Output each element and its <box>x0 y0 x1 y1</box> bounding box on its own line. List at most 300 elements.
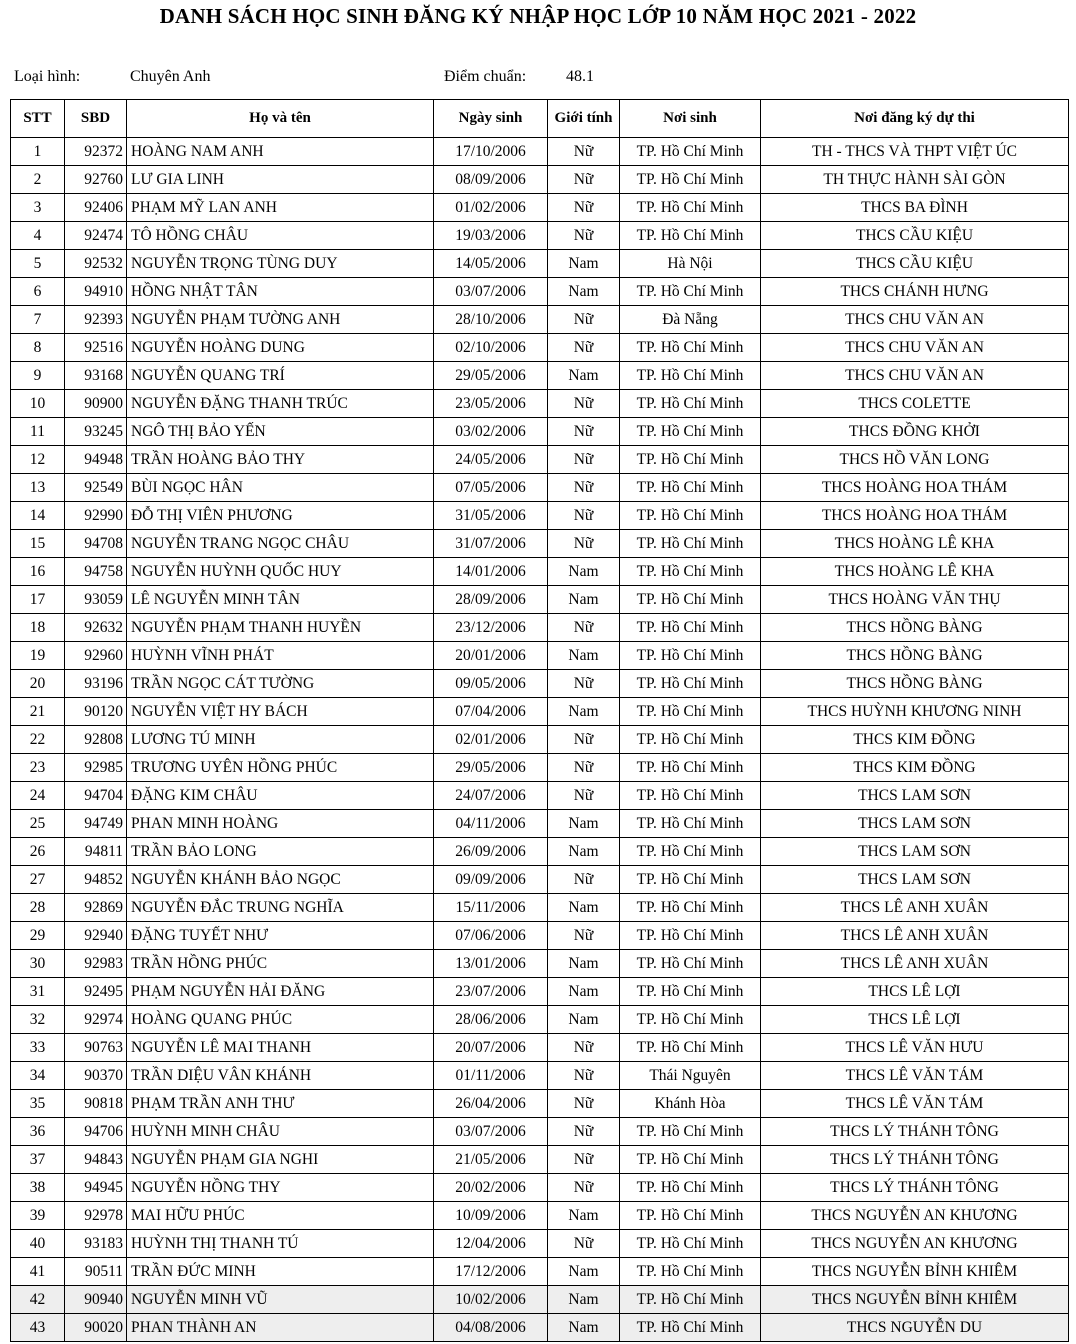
col-name-header: Họ và tên <box>127 100 434 138</box>
name-cell: TRẦN ĐỨC MINH <box>127 1258 434 1286</box>
dob-cell: 04/08/2006 <box>434 1314 548 1342</box>
stt-cell: 24 <box>11 782 65 810</box>
name-cell: NGUYỄN PHẠM THANH HUYỀN <box>127 614 434 642</box>
col-birthplace-header: Nơi sinh <box>620 100 761 138</box>
stt-cell: 21 <box>11 698 65 726</box>
exam-school-cell: THCS CẦU KIỆU <box>761 222 1069 250</box>
col-gender-header: Giới tính <box>548 100 620 138</box>
stt-cell: 22 <box>11 726 65 754</box>
table-row <box>11 894 1069 922</box>
stt-cell: 34 <box>11 1062 65 1090</box>
name-cell: NGUYỄN TRANG NGỌC CHÂU <box>127 530 434 558</box>
exam-school-cell: THCS LAM SƠN <box>761 782 1069 810</box>
birthplace-cell: TP. Hồ Chí Minh <box>620 586 761 614</box>
page-title: DANH SÁCH HỌC SINH ĐĂNG KÝ NHẬP HỌC LỚP 10 NĂM HỌC 2021 - 2022 <box>159 4 917 28</box>
type-label: Loại hình: <box>14 68 81 85</box>
gender-cell: Nam <box>548 978 620 1006</box>
sbd-cell: 93168 <box>65 362 127 390</box>
sbd-cell: 92549 <box>65 474 127 502</box>
dob-cell: 08/09/2006 <box>434 166 548 194</box>
stt-cell: 4 <box>11 222 65 250</box>
gender-cell: Nữ <box>548 866 620 894</box>
stt-cell: 18 <box>11 614 65 642</box>
dob-cell: 20/01/2006 <box>434 642 548 670</box>
dob-cell: 31/05/2006 <box>434 502 548 530</box>
stt-cell: 14 <box>11 502 65 530</box>
sbd-cell: 94706 <box>65 1118 127 1146</box>
stt-cell: 7 <box>11 306 65 334</box>
sbd-cell: 94749 <box>65 810 127 838</box>
name-cell: TRẦN DIỆU VÂN KHÁNH <box>127 1062 434 1090</box>
birthplace-cell: TP. Hồ Chí Minh <box>620 1118 761 1146</box>
birthplace-cell: Thái Nguyên <box>620 1062 761 1090</box>
table-row <box>11 1090 1069 1118</box>
birthplace-cell: Đà Nẵng <box>620 306 761 334</box>
gender-cell: Nữ <box>548 670 620 698</box>
birthplace-cell: TP. Hồ Chí Minh <box>620 1006 761 1034</box>
exam-school-cell: THCS ĐỒNG KHỞI <box>761 418 1069 446</box>
stt-cell: 33 <box>11 1034 65 1062</box>
stt-cell: 41 <box>11 1258 65 1286</box>
name-cell: PHAN MINH HOÀNG <box>127 810 434 838</box>
exam-school-cell: THCS LÊ ANH XUÂN <box>761 922 1069 950</box>
birthplace-cell: TP. Hồ Chí Minh <box>620 278 761 306</box>
gender-cell: Nam <box>548 1006 620 1034</box>
table-row <box>11 978 1069 1006</box>
birthplace-cell: TP. Hồ Chí Minh <box>620 670 761 698</box>
gender-cell: Nữ <box>548 334 620 362</box>
table-row <box>11 446 1069 474</box>
exam-school-cell: THCS LÊ LỢI <box>761 1006 1069 1034</box>
birthplace-cell: TP. Hồ Chí Minh <box>620 446 761 474</box>
name-cell: NGUYỄN ĐẮC TRUNG NGHĨA <box>127 894 434 922</box>
table-row <box>11 1286 1069 1314</box>
name-cell: NGUYỄN ĐẶNG THANH TRÚC <box>127 390 434 418</box>
score-label: Điểm chuẩn: <box>444 68 527 85</box>
table-row <box>11 1118 1069 1146</box>
gender-cell: Nam <box>548 1286 620 1314</box>
table-row <box>11 726 1069 754</box>
sbd-cell: 90511 <box>65 1258 127 1286</box>
gender-cell: Nữ <box>548 390 620 418</box>
exam-school-cell: THCS HOÀNG VĂN THỤ <box>761 586 1069 614</box>
table-row <box>11 474 1069 502</box>
name-cell: NGUYỄN HOÀNG DUNG <box>127 334 434 362</box>
stt-cell: 43 <box>11 1314 65 1342</box>
dob-cell: 14/01/2006 <box>434 558 548 586</box>
sbd-cell: 92532 <box>65 250 127 278</box>
score-value: 48.1 <box>566 68 594 85</box>
dob-cell: 01/02/2006 <box>434 194 548 222</box>
stt-cell: 5 <box>11 250 65 278</box>
name-cell: MAI HỮU PHÚC <box>127 1202 434 1230</box>
gender-cell: Nam <box>548 894 620 922</box>
name-cell: HUỲNH MINH CHÂU <box>127 1118 434 1146</box>
gender-cell: Nam <box>548 362 620 390</box>
birthplace-cell: TP. Hồ Chí Minh <box>620 642 761 670</box>
birthplace-cell: TP. Hồ Chí Minh <box>620 614 761 642</box>
exam-school-cell: THCS LÊ LỢI <box>761 978 1069 1006</box>
table-row <box>11 1034 1069 1062</box>
name-cell: HOÀNG NAM ANH <box>127 138 434 166</box>
gender-cell: Nam <box>548 1258 620 1286</box>
gender-cell: Nam <box>548 1314 620 1342</box>
birthplace-cell: Khánh Hòa <box>620 1090 761 1118</box>
dob-cell: 31/07/2006 <box>434 530 548 558</box>
table-row <box>11 502 1069 530</box>
table-row <box>11 1006 1069 1034</box>
stt-cell: 10 <box>11 390 65 418</box>
table-row <box>11 558 1069 586</box>
gender-cell: Nữ <box>548 194 620 222</box>
table-row <box>11 1146 1069 1174</box>
name-cell: ĐẶNG KIM CHÂU <box>127 782 434 810</box>
sbd-cell: 94708 <box>65 530 127 558</box>
gender-cell: Nữ <box>548 166 620 194</box>
table-row <box>11 306 1069 334</box>
gender-cell: Nam <box>548 558 620 586</box>
birthplace-cell: Hà Nội <box>620 250 761 278</box>
birthplace-cell: TP. Hồ Chí Minh <box>620 362 761 390</box>
gender-cell: Nữ <box>548 1174 620 1202</box>
sbd-cell: 92940 <box>65 922 127 950</box>
birthplace-cell: TP. Hồ Chí Minh <box>620 810 761 838</box>
gender-cell: Nữ <box>548 306 620 334</box>
sbd-cell: 94704 <box>65 782 127 810</box>
table-row <box>11 754 1069 782</box>
dob-cell: 14/05/2006 <box>434 250 548 278</box>
table-row <box>11 1202 1069 1230</box>
birthplace-cell: TP. Hồ Chí Minh <box>620 1286 761 1314</box>
dob-cell: 24/07/2006 <box>434 782 548 810</box>
sbd-cell: 92474 <box>65 222 127 250</box>
sbd-cell: 92632 <box>65 614 127 642</box>
name-cell: BÙI NGỌC HÂN <box>127 474 434 502</box>
name-cell: HUỲNH VĨNH PHÁT <box>127 642 434 670</box>
exam-school-cell: THCS COLETTE <box>761 390 1069 418</box>
gender-cell: Nữ <box>548 502 620 530</box>
stt-cell: 40 <box>11 1230 65 1258</box>
birthplace-cell: TP. Hồ Chí Minh <box>620 390 761 418</box>
sbd-cell: 92990 <box>65 502 127 530</box>
stt-cell: 37 <box>11 1146 65 1174</box>
gender-cell: Nữ <box>548 474 620 502</box>
gender-cell: Nam <box>548 810 620 838</box>
sbd-cell: 93196 <box>65 670 127 698</box>
exam-school-cell: THCS HỒ VĂN LONG <box>761 446 1069 474</box>
gender-cell: Nữ <box>548 1062 620 1090</box>
birthplace-cell: TP. Hồ Chí Minh <box>620 138 761 166</box>
name-cell: NGÔ THỊ BẢO YẾN <box>127 418 434 446</box>
dob-cell: 23/12/2006 <box>434 614 548 642</box>
dob-cell: 02/01/2006 <box>434 726 548 754</box>
table-row <box>11 614 1069 642</box>
dob-cell: 29/05/2006 <box>434 754 548 782</box>
exam-school-cell: THCS KIM ĐỒNG <box>761 726 1069 754</box>
table-row <box>11 222 1069 250</box>
sbd-cell: 92760 <box>65 166 127 194</box>
dob-cell: 26/09/2006 <box>434 838 548 866</box>
gender-cell: Nữ <box>548 418 620 446</box>
sbd-cell: 94945 <box>65 1174 127 1202</box>
name-cell: HỒNG NHẬT TÂN <box>127 278 434 306</box>
birthplace-cell: TP. Hồ Chí Minh <box>620 502 761 530</box>
birthplace-cell: TP. Hồ Chí Minh <box>620 1146 761 1174</box>
gender-cell: Nữ <box>548 922 620 950</box>
name-cell: NGUYỄN QUANG TRÍ <box>127 362 434 390</box>
name-cell: NGUYỄN LÊ MAI THANH <box>127 1034 434 1062</box>
stt-cell: 1 <box>11 138 65 166</box>
dob-cell: 01/11/2006 <box>434 1062 548 1090</box>
sbd-cell: 92516 <box>65 334 127 362</box>
birthplace-cell: TP. Hồ Chí Minh <box>620 558 761 586</box>
type-value: Chuyên Anh <box>130 68 211 85</box>
stt-cell: 39 <box>11 1202 65 1230</box>
name-cell: NGUYỄN MINH VŨ <box>127 1286 434 1314</box>
gender-cell: Nữ <box>548 222 620 250</box>
table-body <box>11 138 1069 1342</box>
exam-school-cell: THCS HỒNG BÀNG <box>761 670 1069 698</box>
gender-cell: Nữ <box>548 138 620 166</box>
table-row <box>11 586 1069 614</box>
birthplace-cell: TP. Hồ Chí Minh <box>620 838 761 866</box>
sbd-cell: 90120 <box>65 698 127 726</box>
table-row <box>11 642 1069 670</box>
exam-school-cell: THCS HUỲNH KHƯƠNG NINH <box>761 698 1069 726</box>
name-cell: TRẦN BẢO LONG <box>127 838 434 866</box>
sbd-cell: 93245 <box>65 418 127 446</box>
stt-cell: 36 <box>11 1118 65 1146</box>
gender-cell: Nam <box>548 586 620 614</box>
stt-cell: 20 <box>11 670 65 698</box>
exam-school-cell: THCS LÝ THÁNH TÔNG <box>761 1174 1069 1202</box>
name-cell: ĐỖ THỊ VIÊN PHƯƠNG <box>127 502 434 530</box>
stt-cell: 19 <box>11 642 65 670</box>
name-cell: HOÀNG QUANG PHÚC <box>127 1006 434 1034</box>
exam-school-cell: TH - THCS VÀ THPT VIỆT ÚC <box>761 138 1069 166</box>
birthplace-cell: TP. Hồ Chí Minh <box>620 166 761 194</box>
birthplace-cell: TP. Hồ Chí Minh <box>620 334 761 362</box>
birthplace-cell: TP. Hồ Chí Minh <box>620 1034 761 1062</box>
sbd-cell: 92983 <box>65 950 127 978</box>
stt-cell: 28 <box>11 894 65 922</box>
sbd-cell: 94910 <box>65 278 127 306</box>
dob-cell: 09/05/2006 <box>434 670 548 698</box>
gender-cell: Nữ <box>548 1118 620 1146</box>
gender-cell: Nữ <box>548 1146 620 1174</box>
col-sbd-header: SBD <box>65 100 127 138</box>
birthplace-cell: TP. Hồ Chí Minh <box>620 194 761 222</box>
stt-cell: 9 <box>11 362 65 390</box>
dob-cell: 29/05/2006 <box>434 362 548 390</box>
table-header <box>11 100 1069 138</box>
birthplace-cell: TP. Hồ Chí Minh <box>620 922 761 950</box>
header-row <box>11 100 1069 138</box>
gender-cell: Nữ <box>548 446 620 474</box>
table-row <box>11 1062 1069 1090</box>
stt-cell: 11 <box>11 418 65 446</box>
name-cell: NGUYỄN PHẠM GIA NGHI <box>127 1146 434 1174</box>
birthplace-cell: TP. Hồ Chí Minh <box>620 950 761 978</box>
dob-cell: 04/11/2006 <box>434 810 548 838</box>
dob-cell: 10/09/2006 <box>434 1202 548 1230</box>
birthplace-cell: TP. Hồ Chí Minh <box>620 222 761 250</box>
table-row <box>11 1258 1069 1286</box>
dob-cell: 07/05/2006 <box>434 474 548 502</box>
sbd-cell: 94948 <box>65 446 127 474</box>
sbd-cell: 92974 <box>65 1006 127 1034</box>
stt-cell: 25 <box>11 810 65 838</box>
stt-cell: 3 <box>11 194 65 222</box>
exam-school-cell: THCS LÊ VĂN TÁM <box>761 1062 1069 1090</box>
exam-school-cell: THCS HỒNG BÀNG <box>761 614 1069 642</box>
exam-school-cell: THCS HOÀNG LÊ KHA <box>761 558 1069 586</box>
table-row <box>11 418 1069 446</box>
exam-school-cell: THCS KIM ĐỒNG <box>761 754 1069 782</box>
dob-cell: 07/06/2006 <box>434 922 548 950</box>
table-row <box>11 1174 1069 1202</box>
birthplace-cell: TP. Hồ Chí Minh <box>620 530 761 558</box>
col-stt-header: STT <box>11 100 65 138</box>
gender-cell: Nữ <box>548 1034 620 1062</box>
exam-school-cell: THCS NGUYỄN AN KHƯƠNG <box>761 1202 1069 1230</box>
table-row <box>11 670 1069 698</box>
stt-cell: 29 <box>11 922 65 950</box>
table-row <box>11 390 1069 418</box>
exam-school-cell: THCS CHU VĂN AN <box>761 334 1069 362</box>
gender-cell: Nữ <box>548 530 620 558</box>
table-row <box>11 698 1069 726</box>
sbd-cell: 92869 <box>65 894 127 922</box>
stt-cell: 23 <box>11 754 65 782</box>
name-cell: LÊ NGUYỄN MINH TÂN <box>127 586 434 614</box>
sbd-cell: 92372 <box>65 138 127 166</box>
stt-cell: 30 <box>11 950 65 978</box>
sbd-cell: 93183 <box>65 1230 127 1258</box>
gender-cell: Nam <box>548 642 620 670</box>
name-cell: LƯƠNG TÚ MINH <box>127 726 434 754</box>
sbd-cell: 94811 <box>65 838 127 866</box>
exam-school-cell: THCS LÝ THÁNH TÔNG <box>761 1118 1069 1146</box>
gender-cell: Nam <box>548 1202 620 1230</box>
exam-school-cell: THCS BA ĐÌNH <box>761 194 1069 222</box>
birthplace-cell: TP. Hồ Chí Minh <box>620 754 761 782</box>
name-cell: TRƯƠNG UYÊN HỒNG PHÚC <box>127 754 434 782</box>
gender-cell: Nữ <box>548 614 620 642</box>
stt-cell: 15 <box>11 530 65 558</box>
table-row <box>11 950 1069 978</box>
name-cell: ĐẶNG TUYẾT NHƯ <box>127 922 434 950</box>
table-row <box>11 866 1069 894</box>
sbd-cell: 90940 <box>65 1286 127 1314</box>
stt-cell: 32 <box>11 1006 65 1034</box>
exam-school-cell: THCS HOÀNG HOA THÁM <box>761 502 1069 530</box>
sbd-cell: 94843 <box>65 1146 127 1174</box>
gender-cell: Nam <box>548 698 620 726</box>
dob-cell: 17/12/2006 <box>434 1258 548 1286</box>
stt-cell: 16 <box>11 558 65 586</box>
dob-cell: 09/09/2006 <box>434 866 548 894</box>
table-row <box>11 922 1069 950</box>
stt-cell: 13 <box>11 474 65 502</box>
gender-cell: Nữ <box>548 782 620 810</box>
dob-cell: 28/10/2006 <box>434 306 548 334</box>
birthplace-cell: TP. Hồ Chí Minh <box>620 726 761 754</box>
name-cell: TRẦN HOÀNG BẢO THY <box>127 446 434 474</box>
gender-cell: Nam <box>548 250 620 278</box>
table-row <box>11 194 1069 222</box>
table-row <box>11 530 1069 558</box>
table-row <box>11 362 1069 390</box>
dob-cell: 10/02/2006 <box>434 1286 548 1314</box>
name-cell: HUỲNH THỊ THANH TÚ <box>127 1230 434 1258</box>
birthplace-cell: TP. Hồ Chí Minh <box>620 782 761 810</box>
dob-cell: 28/06/2006 <box>434 1006 548 1034</box>
dob-cell: 21/05/2006 <box>434 1146 548 1174</box>
sbd-cell: 92978 <box>65 1202 127 1230</box>
stt-cell: 2 <box>11 166 65 194</box>
dob-cell: 03/07/2006 <box>434 1118 548 1146</box>
sbd-cell: 92495 <box>65 978 127 1006</box>
stt-cell: 38 <box>11 1174 65 1202</box>
table-row <box>11 250 1069 278</box>
exam-school-cell: THCS NGUYỄN BỈNH KHIÊM <box>761 1286 1069 1314</box>
dob-cell: 13/01/2006 <box>434 950 548 978</box>
dob-cell: 07/04/2006 <box>434 698 548 726</box>
sbd-cell: 94758 <box>65 558 127 586</box>
sbd-cell: 92808 <box>65 726 127 754</box>
exam-school-cell: THCS HOÀNG LÊ KHA <box>761 530 1069 558</box>
gender-cell: Nam <box>548 278 620 306</box>
exam-school-cell: THCS HOÀNG HOA THÁM <box>761 474 1069 502</box>
sbd-cell: 90763 <box>65 1034 127 1062</box>
name-cell: PHẠM NGUYỄN HẢI ĐĂNG <box>127 978 434 1006</box>
exam-school-cell: TH THỰC HÀNH SÀI GÒN <box>761 166 1069 194</box>
table-row <box>11 138 1069 166</box>
birthplace-cell: TP. Hồ Chí Minh <box>620 894 761 922</box>
exam-school-cell: THCS LAM SƠN <box>761 838 1069 866</box>
birthplace-cell: TP. Hồ Chí Minh <box>620 698 761 726</box>
stt-cell: 26 <box>11 838 65 866</box>
table-row <box>11 782 1069 810</box>
exam-school-cell: THCS LÊ VĂN HƯU <box>761 1034 1069 1062</box>
dob-cell: 28/09/2006 <box>434 586 548 614</box>
col-dob-header: Ngày sinh <box>434 100 548 138</box>
name-cell: NGUYỄN KHÁNH BẢO NGỌC <box>127 866 434 894</box>
exam-school-cell: THCS LÊ ANH XUÂN <box>761 950 1069 978</box>
dob-cell: 19/03/2006 <box>434 222 548 250</box>
name-cell: LƯ GIA LINH <box>127 166 434 194</box>
stt-cell: 42 <box>11 1286 65 1314</box>
dob-cell: 23/07/2006 <box>434 978 548 1006</box>
dob-cell: 24/05/2006 <box>434 446 548 474</box>
name-cell: NGUYỄN HUỲNH QUỐC HUY <box>127 558 434 586</box>
dob-cell: 23/05/2006 <box>434 390 548 418</box>
name-cell: TÔ HỒNG CHÂU <box>127 222 434 250</box>
name-cell: TRẦN HỒNG PHÚC <box>127 950 434 978</box>
dob-cell: 12/04/2006 <box>434 1230 548 1258</box>
gender-cell: Nam <box>548 950 620 978</box>
exam-school-cell: THCS LAM SƠN <box>761 810 1069 838</box>
dob-cell: 03/02/2006 <box>434 418 548 446</box>
exam-school-cell: THCS NGUYỄN BỈNH KHIÊM <box>761 1258 1069 1286</box>
table-row <box>11 838 1069 866</box>
stt-cell: 17 <box>11 586 65 614</box>
birthplace-cell: TP. Hồ Chí Minh <box>620 1174 761 1202</box>
name-cell: NGUYỄN TRỌNG TÙNG DUY <box>127 250 434 278</box>
table-row <box>11 1314 1069 1342</box>
birthplace-cell: TP. Hồ Chí Minh <box>620 418 761 446</box>
